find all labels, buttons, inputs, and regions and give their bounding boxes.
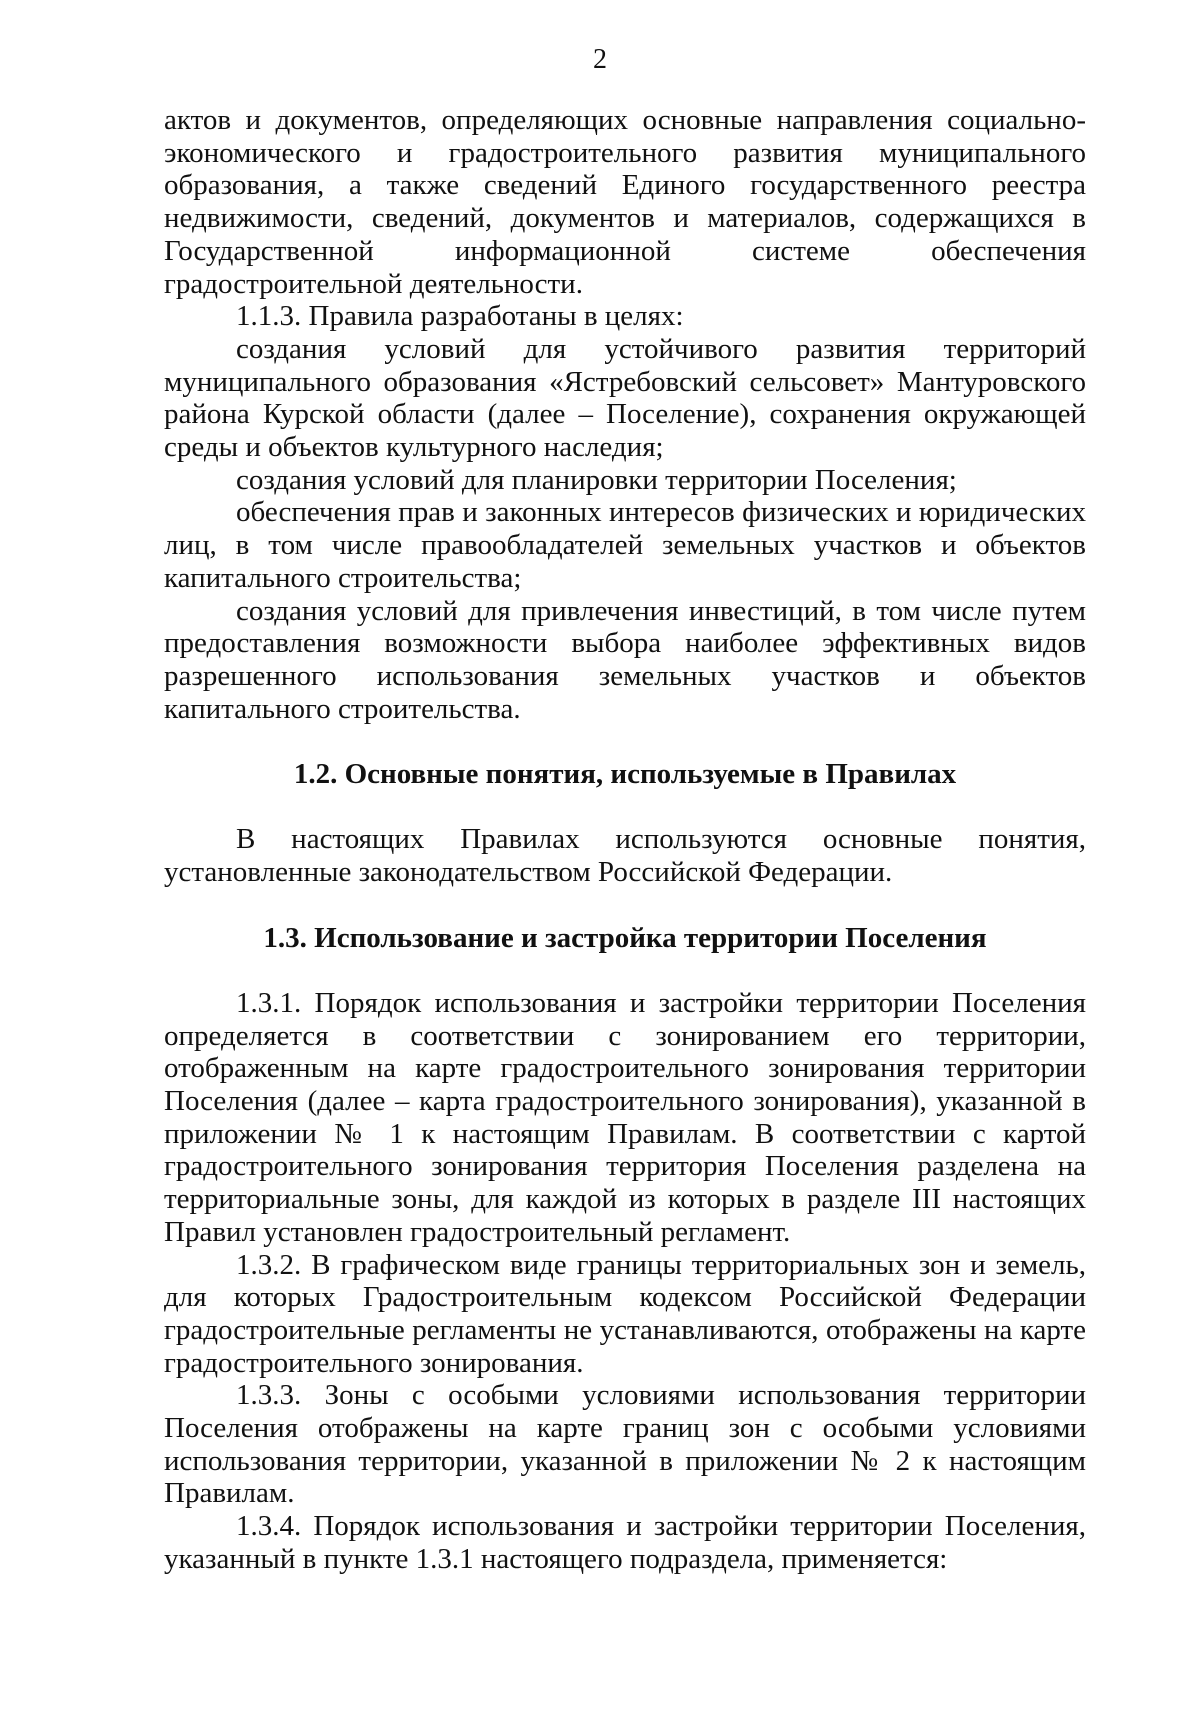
paragraph-1-3-1: 1.3.1. Порядок использования и застройки территории Поселения определяется в соответствии с зонированием его территории, отображенным на карте градостроительного зонирования территории Поселения (далее – карта градостроительного зонирования), указанной в приложении № 1 к настоящим Правилам. В соответствии с картой градостроительного зонирования территория Поселения разделена на территориальные зоны, для каждой из которых в разделе III настоящих Правил установлен градостроительный регламент. [164, 986, 1086, 1248]
page-number: 2 [593, 44, 607, 75]
paragraph-continuation: актов и документов, определяющих основные направления социально-экономического и градостроительного развития муниципального образования, а также сведений Единого государственного реестра недвижимости, сведений, документов и материалов, содержащихся в Государственной информационной системе обеспечения градостроительной деятельности. [164, 104, 1086, 300]
paragraph-goal-development: создания условий для устойчивого развития территорий муниципального образования «Ястребовский сельсовет» Мантуровского района Курской области (далее – Поселение), сохранения окружающей среды и объектов культурного наследия; [164, 332, 1086, 464]
document-body [164, 104, 1086, 1576]
paragraph-1-3-2: 1.3.2. В графическом виде границы территориальных зон и земель, для которых Градостроительным кодексом Российской Федерации градостроительные регламенты не устанавливаются, отображены на карте градостроительного зонирования. [164, 1248, 1086, 1379]
section-heading-1-2: 1.2. Основные понятия, используемые в Правилах [293, 758, 957, 791]
spacer [164, 889, 1086, 922]
paragraph-1-2: В настоящих Правилах используются основные понятия, установленные законодательством Российской Федерации. [164, 823, 1086, 889]
paragraph-goal-rights: обеспечения прав и законных интересов физических и юридических лиц, в том числе правообладателей земельных участков и объектов капитального строительства; [164, 496, 1086, 594]
paragraph-1-1-3: 1.1.3. Правила разработаны в целях: [236, 300, 684, 333]
paragraph-1-3-3: 1.3.3. Зоны с особыми условиями использования территории Поселения отображены на карте границ зон с особыми условиями использования территории, указанной в приложении № 2 к настоящим Правилам. [164, 1379, 1086, 1510]
paragraph-goal-investment: создания условий для привлечения инвестиций, в том числе путем предоставления возможности выбора наиболее эффективных видов разрешенного использования земельных участков и объектов капитального строительства. [164, 594, 1086, 725]
spacer [164, 725, 1086, 758]
paragraph-1-3-4: 1.3.4. Порядок использования и застройки территории Поселения, указанный в пункте 1.3.1 настоящего подраздела, применяется: [164, 1510, 1086, 1575]
spacer [164, 954, 1086, 987]
paragraph-goal-planning: создания условий для планировки территории Поселения; [236, 463, 957, 496]
section-heading-1-3: 1.3. Использование и застройка территории Поселения [263, 921, 987, 954]
spacer [164, 791, 1086, 824]
